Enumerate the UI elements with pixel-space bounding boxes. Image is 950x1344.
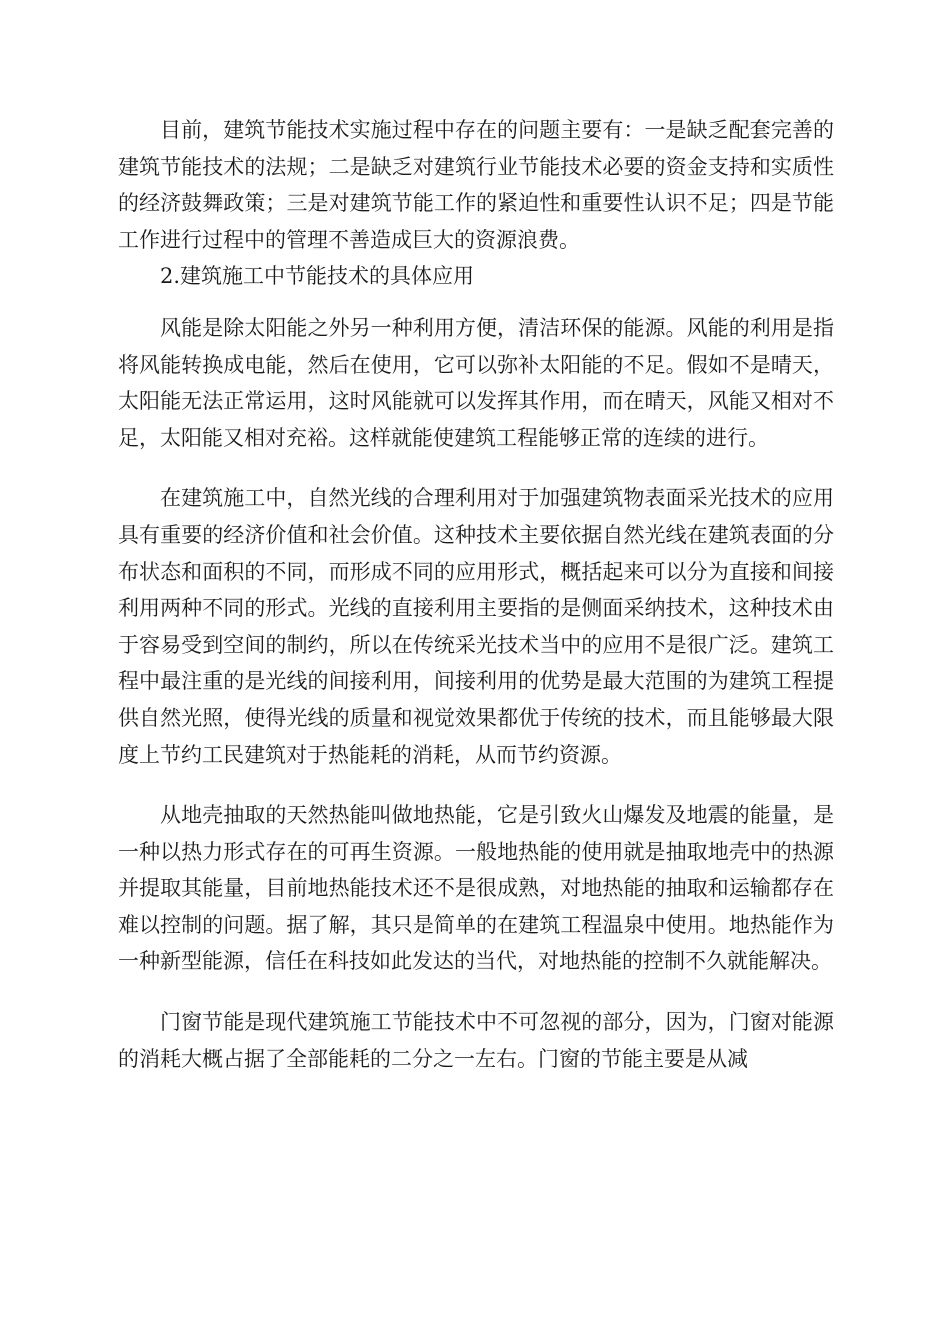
paragraph-wind-energy: 风能是除太阳能之外另一种利用方便，清洁环保的能源。风能的利用是指将风能转换成电能，然后在使用，它可以弥补太阳能的不足。假如不是晴天，太阳能无法正常运用，这时风能就可以发挥其作用，而在晴天，风能又相对不足，太阳能又相对充裕。这样就能使建筑工程能够正常的连续的进行。 (118, 315, 834, 450)
section-heading: 2.建筑施工中节能技术的具体应用 (160, 264, 475, 289)
paragraph-geothermal-energy: 从地壳抽取的天然热能叫做地热能，它是引致火山爆发及地震的能量，是一种以热力形式存在的可再生资源。一般地热能的使用就是抽取地壳中的热源并提取其能量，目前地热能技术还不是很成熟，对地热能的抽取和运输都存在难以控制的问题。据了解，其只是简单的在建筑工程温泉中使用。地热能作为一种新型能源，信任在科技如此发达的当代，对地热能的控制不久就能解决。 (118, 803, 834, 974)
paragraph-natural-light: 在建筑施工中，自然光线的合理利用对于加强建筑物表面采光技术的应用具有重要的经济价值和社会价值。这种技术主要依据自然光线在建筑表面的分布状态和面积的不同，而形成不同的应用形式，概括起来可以分为直接和间接利用两种不同的形式。光线的直接利用主要指的是侧面采纳技术，这种技术由于容易受到空间的制约，所以在传统采光技术当中的应用不是很广泛。建筑工程中最注重的是光线的间接利用，间接利用的优势是最大范围的为建筑工程提供自然光照，使得光线的质量和视觉效果都优于传统的技术，而且能够最大限度上节约工民建筑对于热能耗的消耗，从而节约资源。 (118, 486, 834, 767)
paragraph-energy-saving-problems: 目前，建筑节能技术实施过程中存在的问题主要有：一是缺乏配套完善的建筑节能技术的法规；二是缺乏对建筑行业节能技术必要的资金支持和实质性的经济鼓舞政策；三是对建筑节能工作的紧迫性和重要性认识不足；四是节能工作进行过程中的管理不善造成巨大的资源浪费。 (118, 118, 834, 252)
document-body (118, 112, 834, 1077)
paragraph-door-window-energy: 门窗节能是现代建筑施工节能技术中不可忽视的部分，因为，门窗对能源的消耗大概占据了全部能耗的二分之一左右。门窗的节能主要是从减 (118, 1010, 834, 1071)
